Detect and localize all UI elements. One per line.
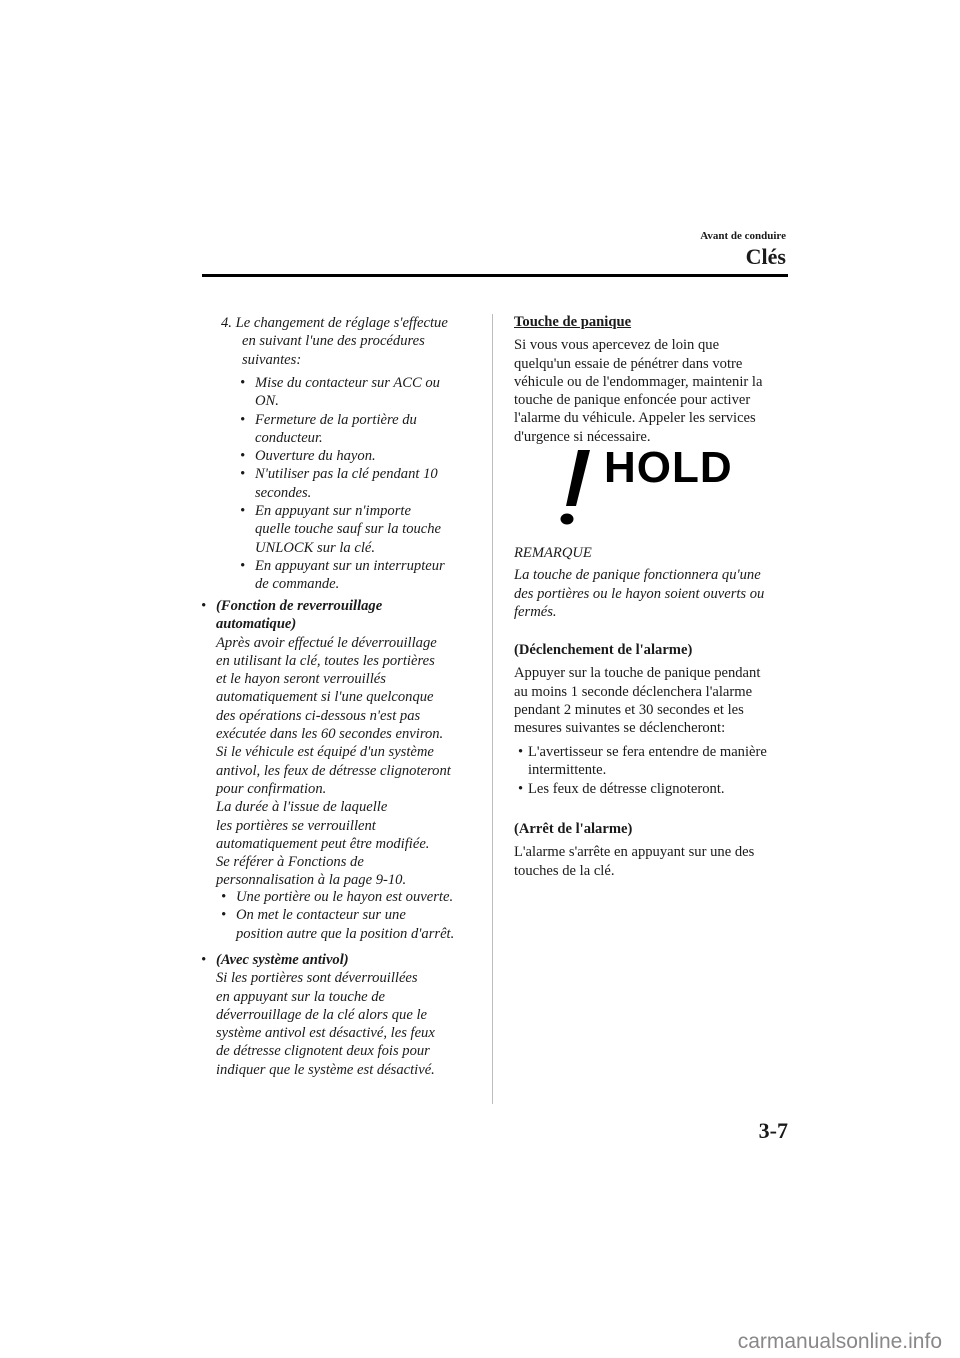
bullet-icon: •	[240, 557, 246, 574]
bullet-text: secondes.	[255, 484, 312, 501]
relock-title: automatique)	[216, 616, 297, 633]
trigger-line: pendant 2 minutes et 30 secondes et les	[514, 701, 744, 718]
bullet-icon: •	[240, 411, 246, 428]
stop-title: (Arrêt de l'alarme)	[514, 821, 633, 837]
trigger-section	[514, 641, 799, 737]
page-number: 3-7	[758, 1118, 788, 1143]
bullet-text: N'utiliser pas la clé pendant 10	[255, 466, 438, 483]
trigger-line: mesures suivantes se déclencheront:	[514, 720, 726, 737]
panic-title: Touche de panique	[514, 314, 632, 330]
antitheft-line: en appuyant sur la touche de	[216, 988, 386, 1005]
note-section	[514, 544, 799, 621]
section-label: Avant de conduire	[700, 230, 786, 242]
panic-section	[514, 313, 794, 446]
note-line: La touche de panique fonctionnera qu'une	[514, 567, 761, 584]
list-item	[240, 447, 490, 465]
list-item	[518, 780, 798, 798]
note-title: REMARQUE	[514, 545, 592, 561]
bullet-text: intermittente.	[528, 762, 607, 779]
bullet-text: quelle touche sauf sur la touche	[255, 521, 442, 538]
list-item	[240, 411, 490, 448]
antitheft-line: système antivol est désactivé, les feux	[216, 1025, 435, 1042]
panic-line: l'alarme du véhicule. Appeler les services	[514, 410, 756, 427]
list-item	[240, 374, 490, 411]
bullet-text: position autre que la position d'arrêt.	[236, 925, 455, 942]
relock-bullet-list	[221, 888, 491, 943]
stop-section	[514, 820, 799, 880]
trigger-line: Appuyer sur la touche de panique pendant	[514, 665, 761, 682]
note-line: fermés.	[514, 603, 557, 620]
bullet-text: conducteur.	[255, 429, 323, 446]
bullet-text: En appuyant sur un interrupteur	[255, 557, 445, 574]
relock-line: pour confirmation.	[216, 780, 327, 797]
antitheft-line: indiquer que le système est désactivé.	[216, 1061, 435, 1078]
panic-line: Si vous vous apercevez de loin que	[514, 337, 720, 354]
bullet-icon: •	[221, 907, 227, 924]
trigger-line: au moins 1 seconde déclenchera l'alarme	[514, 683, 753, 700]
bullet-icon: •	[240, 448, 246, 465]
stop-line: L'alarme s'arrête en appuyant sur une des	[514, 844, 755, 861]
relock-line: et le hayon seront verrouillés	[216, 671, 386, 688]
panic-line: touche de panique enfoncée pour activer	[514, 392, 751, 409]
bullet-icon: •	[518, 780, 524, 797]
panic-line: quelqu'un essaie de pénétrer dans votre	[514, 355, 743, 372]
stop-line: touches de la clé.	[514, 862, 615, 879]
panic-line: d'urgence si nécessaire.	[514, 428, 651, 445]
relock-line: des opérations ci-dessous n'est pas	[216, 707, 421, 724]
page-title: Clés	[745, 244, 786, 269]
header-rule	[202, 274, 788, 277]
step-4-line: en suivant l'une des procédures	[242, 333, 425, 350]
bullet-text: On met le contacteur sur une	[236, 907, 406, 924]
bullet-text: Une portière ou le hayon est ouverte.	[236, 889, 454, 905]
relock-line: Après avoir effectué le déverrouillage	[216, 634, 437, 651]
list-item	[240, 557, 490, 594]
relock-line: antivol, les feux de détresse clignoteront	[216, 762, 451, 779]
bullet-text: L'avertisseur se fera entendre de manière	[528, 744, 767, 760]
bullet-text: UNLOCK sur la clé.	[255, 539, 376, 556]
bullet-text: Fermeture de la portière du	[255, 411, 417, 428]
watermark: carmanualsonline.info	[737, 1330, 942, 1353]
relock-section	[201, 597, 486, 890]
column-divider	[492, 314, 493, 1104]
relock-line: exécutée dans les 60 secondes environ.	[216, 726, 444, 743]
list-item	[240, 465, 490, 502]
hold-illustration	[556, 443, 746, 528]
list-item	[221, 906, 491, 943]
hold-label: HOLD	[604, 443, 733, 492]
relock-line: les portières se verrouillent	[216, 817, 376, 834]
antitheft-title: (Avec système antivol)	[216, 952, 349, 968]
bullet-text: ON.	[255, 393, 279, 410]
bullet-icon: •	[221, 889, 227, 905]
bullet-icon: •	[240, 466, 246, 483]
relock-title: (Fonction de reverrouillage	[216, 598, 383, 614]
relock-line: Se référer à Fonctions de	[216, 854, 364, 871]
exclamation-icon	[556, 448, 596, 528]
bullet-icon: •	[240, 503, 246, 520]
list-item	[221, 888, 491, 906]
step-4-line: suivantes:	[242, 351, 302, 368]
bullet-icon: •	[240, 375, 246, 391]
antitheft-line: déverrouillage de la clé alors que le	[216, 1006, 428, 1023]
trigger-bullet-list	[518, 743, 798, 798]
bullet-text: Les feux de détresse clignoteront.	[528, 780, 725, 797]
step-4-line: 4. Le changement de réglage s'effectue	[221, 315, 448, 331]
bullet-text: Ouverture du hayon.	[255, 448, 376, 465]
list-item	[518, 743, 798, 780]
bullet-text: Mise du contacteur sur ACC ou	[255, 375, 440, 391]
bullet-icon: •	[201, 598, 207, 614]
relock-line: La durée à l'issue de laquelle	[216, 799, 388, 816]
list-item	[240, 502, 490, 557]
relock-line: personnalisation à la page 9-10.	[216, 872, 407, 889]
panic-line: véhicule ou de l'endommager, maintenir la	[514, 373, 763, 390]
step-bullet-list	[240, 374, 490, 594]
bullet-text: En appuyant sur n'importe	[255, 503, 411, 520]
note-line: des portières ou le hayon soient ouverts ou	[514, 585, 765, 602]
step-4	[221, 314, 448, 369]
bullet-text: de commande.	[255, 576, 340, 593]
trigger-title: (Déclenchement de l'alarme)	[514, 642, 693, 658]
bullet-icon: •	[518, 744, 524, 760]
antitheft-line: Si les portières sont déverrouillées	[216, 970, 418, 987]
relock-line: en utilisant la clé, toutes les portières	[216, 652, 435, 669]
antitheft-section	[201, 951, 486, 1079]
bullet-icon: •	[201, 952, 207, 968]
relock-line: Si le véhicule est équipé d'un système	[216, 744, 434, 761]
relock-line: automatiquement si l'une quelconque	[216, 689, 434, 706]
relock-line: automatiquement peut être modifiée.	[216, 835, 430, 852]
antitheft-line: de détresse clignotent deux fois pour	[216, 1043, 430, 1060]
